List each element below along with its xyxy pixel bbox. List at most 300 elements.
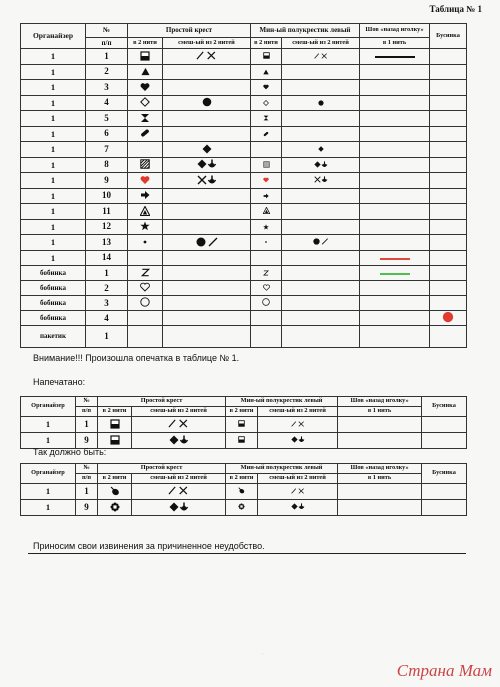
- should-cross-mixed-symbol: [132, 484, 226, 500]
- should-half-cross-2-strands-symbol: [226, 500, 258, 516]
- apology-text: Приносим свои извинения за причиненное неудобство.: [33, 541, 265, 551]
- cross-2-strands-icon: [110, 502, 120, 514]
- main-symbol-table: [20, 23, 467, 348]
- main-half-cross-mixed-symbol: [282, 126, 360, 142]
- main-cross-mixed-symbol: [163, 219, 251, 235]
- main-row: [21, 126, 467, 142]
- main-cross-2-strands-symbol: [128, 64, 163, 80]
- printed-half-cross-2-strands-symbol: [226, 417, 258, 433]
- main-organizer-cell: 1: [21, 250, 86, 266]
- printed-organizer-cell: 1: [21, 417, 76, 433]
- half-cross-2-strands-icon: [238, 420, 245, 429]
- header-num-top: №: [86, 24, 128, 38]
- cross-mixed-icon: [197, 159, 217, 171]
- cross-2-strands-icon: [140, 113, 150, 125]
- header-half-mixed: смеш-ый из 2 нитей: [282, 38, 360, 49]
- header-backstitch: Шов «назад иголку»: [360, 24, 430, 38]
- cross-mixed-icon: [196, 237, 218, 249]
- cross-2-strands-icon: [140, 190, 150, 202]
- main-half-cross-mixed-symbol: [282, 142, 360, 158]
- corrected-header-bead: Бусинка: [422, 464, 467, 484]
- main-half-cross-mixed-symbol: [282, 219, 360, 235]
- header-half-in2: в 2 нити: [251, 38, 282, 49]
- main-row: [21, 311, 467, 326]
- printed-label: Напечатано:: [33, 377, 86, 387]
- half-cross-2-strands-icon: [263, 114, 269, 123]
- corrected-header-half-cross: Мин-ый полукрестик левый: [226, 464, 338, 474]
- main-cross-2-strands-symbol: [128, 296, 163, 311]
- cross-mixed-icon: [169, 502, 189, 514]
- printed-row: [21, 417, 467, 433]
- backstitch-icon: [380, 269, 410, 278]
- main-cross-2-strands-symbol: [128, 281, 163, 296]
- header-cross-in2: в 2 нити: [128, 38, 163, 49]
- half-cross-2-strands-icon: [263, 99, 269, 108]
- main-bead-symbol: [430, 95, 467, 111]
- main-cross-2-strands-symbol: [128, 219, 163, 235]
- main-half-cross-mixed-symbol: [282, 250, 360, 266]
- printed-backstitch-symbol: [338, 417, 422, 433]
- printed-table: [20, 396, 467, 449]
- printed-number-cell: 9: [76, 433, 98, 449]
- backstitch-icon: [380, 254, 410, 263]
- main-half-cross-2-strands-symbol: [251, 173, 282, 189]
- main-backstitch-symbol: [360, 188, 430, 204]
- printed-header-num-top: №: [76, 397, 98, 407]
- main-half-cross-mixed-symbol: [282, 235, 360, 251]
- main-cross-mixed-symbol: [163, 126, 251, 142]
- should-row: [21, 484, 467, 500]
- printed-backstitch-symbol: [338, 433, 422, 449]
- cross-2-strands-icon: [140, 97, 150, 109]
- main-half-cross-mixed-symbol: [282, 49, 360, 65]
- half-cross-mixed-icon: [314, 52, 328, 61]
- half-cross-2-strands-icon: [263, 83, 269, 92]
- main-bead-symbol: [430, 326, 467, 348]
- main-bead-symbol: [430, 111, 467, 127]
- main-row: [21, 95, 467, 111]
- main-backstitch-symbol: [360, 142, 430, 158]
- main-backstitch-symbol: [360, 111, 430, 127]
- main-organizer-cell: 1: [21, 219, 86, 235]
- main-number-cell: 13: [86, 235, 128, 251]
- main-row: [21, 204, 467, 220]
- main-cross-2-strands-symbol: [128, 126, 163, 142]
- main-cross-2-strands-symbol: [128, 111, 163, 127]
- main-cross-mixed-symbol: [163, 188, 251, 204]
- half-cross-2-strands-icon: [238, 503, 245, 512]
- main-cross-2-strands-symbol: [128, 80, 163, 96]
- main-half-cross-2-strands-symbol: [251, 95, 282, 111]
- main-row: [21, 157, 467, 173]
- printed-organizer-cell: 1: [21, 433, 76, 449]
- main-cross-2-strands-symbol: [128, 157, 163, 173]
- main-half-cross-2-strands-symbol: [251, 296, 282, 311]
- cross-2-strands-icon: [140, 128, 150, 140]
- main-number-cell: 14: [86, 250, 128, 266]
- main-backstitch-symbol: [360, 326, 430, 348]
- main-cross-2-strands-symbol: [128, 95, 163, 111]
- main-cross-2-strands-symbol: [128, 311, 163, 326]
- main-row: [21, 173, 467, 189]
- header-half-cross: Мин-ый полукрестик левый: [251, 24, 360, 38]
- cross-2-strands-icon: [140, 175, 150, 187]
- half-cross-mixed-icon: [291, 487, 305, 496]
- printed-cross-mixed-symbol: [132, 433, 226, 449]
- half-cross-mixed-icon: [291, 503, 305, 512]
- half-cross-2-strands-icon: [263, 238, 269, 247]
- main-half-cross-mixed-symbol: [282, 157, 360, 173]
- main-half-cross-2-strands-symbol: [251, 188, 282, 204]
- cross-2-strands-icon: [141, 67, 150, 78]
- main-half-cross-2-strands-symbol: [251, 49, 282, 65]
- main-half-cross-2-strands-symbol: [251, 204, 282, 220]
- half-cross-2-strands-icon: [263, 176, 269, 185]
- main-backstitch-symbol: [360, 235, 430, 251]
- should-half-cross-2-strands-symbol: [226, 484, 258, 500]
- main-cross-mixed-symbol: [163, 111, 251, 127]
- main-half-cross-mixed-symbol: [282, 64, 360, 80]
- cross-mixed-icon: [202, 144, 212, 156]
- corrected-header-cross-mixed: смеш-ый из 2 нитей: [132, 474, 226, 484]
- main-organizer-cell: 1: [21, 49, 86, 65]
- main-cross-2-strands-symbol: [128, 49, 163, 65]
- printed-header-backstitch: Шов «назад иголку»: [338, 397, 422, 407]
- main-number-cell: 6: [86, 126, 128, 142]
- main-number-cell: 3: [86, 296, 128, 311]
- main-cross-mixed-symbol: [163, 173, 251, 189]
- cross-mixed-icon: [168, 486, 189, 497]
- main-number-cell: 2: [86, 281, 128, 296]
- main-half-cross-2-strands-symbol: [251, 326, 282, 348]
- main-bead-symbol: [430, 64, 467, 80]
- main-row: [21, 326, 467, 348]
- half-cross-2-strands-icon: [263, 68, 269, 77]
- main-organizer-cell: 1: [21, 95, 86, 111]
- main-cross-2-strands-symbol: [128, 235, 163, 251]
- header-cross-mixed: смеш-ый из 2 нитей: [163, 38, 251, 49]
- printed-cross-mixed-symbol: [132, 417, 226, 433]
- should-backstitch-symbol: [338, 484, 422, 500]
- main-cross-mixed-symbol: [163, 296, 251, 311]
- cross-mixed-icon: [196, 51, 217, 62]
- main-organizer-cell: 1: [21, 142, 86, 158]
- half-cross-2-strands-icon: [238, 487, 245, 496]
- table-title: Таблица № 1: [429, 4, 482, 14]
- main-row: [21, 111, 467, 127]
- main-cross-mixed-symbol: [163, 49, 251, 65]
- main-bead-symbol: [430, 80, 467, 96]
- header-bead: Бусинка: [430, 24, 467, 49]
- cross-2-strands-icon: [140, 297, 150, 309]
- main-bead-symbol: [430, 142, 467, 158]
- header-num-bottom: п/п: [86, 38, 128, 49]
- main-backstitch-symbol: [360, 126, 430, 142]
- faded-marking: ·: [260, 648, 265, 663]
- main-number-cell: 9: [86, 173, 128, 189]
- main-cross-2-strands-symbol: [128, 250, 163, 266]
- main-cross-2-strands-symbol: [128, 204, 163, 220]
- main-half-cross-mixed-symbol: [282, 296, 360, 311]
- main-row: [21, 266, 467, 281]
- half-cross-mixed-icon: [291, 420, 305, 429]
- main-number-cell: 1: [86, 266, 128, 281]
- main-row: [21, 64, 467, 80]
- half-cross-2-strands-icon: [238, 436, 245, 445]
- cross-2-strands-icon: [140, 282, 150, 294]
- corrected-header-half-mixed: смеш-ый из 2 нитей: [258, 474, 338, 484]
- half-cross-mixed-icon: [314, 161, 328, 170]
- main-number-cell: 11: [86, 204, 128, 220]
- main-organizer-cell: 1: [21, 204, 86, 220]
- printed-cross-2-strands-symbol: [98, 417, 132, 433]
- main-half-cross-mixed-symbol: [282, 80, 360, 96]
- should-number-cell: 9: [76, 500, 98, 516]
- main-number-cell: 5: [86, 111, 128, 127]
- main-backstitch-symbol: [360, 219, 430, 235]
- main-cross-mixed-symbol: [163, 266, 251, 281]
- main-cross-mixed-symbol: [163, 95, 251, 111]
- should-half-cross-mixed-symbol: [258, 500, 338, 516]
- main-cross-2-strands-symbol: [128, 173, 163, 189]
- main-half-cross-2-strands-symbol: [251, 80, 282, 96]
- printed-header-half-in2: в 2 нити: [226, 407, 258, 417]
- main-row: [21, 80, 467, 96]
- main-number-cell: 4: [86, 95, 128, 111]
- main-cross-mixed-symbol: [163, 235, 251, 251]
- cross-2-strands-icon: [140, 51, 150, 63]
- corrected-header-backstitch: Шов «назад иголку»: [338, 464, 422, 474]
- main-bead-symbol: [430, 188, 467, 204]
- main-number-cell: 1: [86, 49, 128, 65]
- should-organizer-cell: 1: [21, 484, 76, 500]
- printed-bead-symbol: [422, 433, 467, 449]
- cross-mixed-icon: [197, 175, 217, 187]
- corrected-header-num-bottom: п/п: [76, 474, 98, 484]
- main-bead-symbol: [430, 311, 467, 326]
- cross-2-strands-icon: [141, 268, 150, 279]
- main-organizer-cell: бобинка: [21, 296, 86, 311]
- main-bead-symbol: [430, 126, 467, 142]
- cross-2-strands-icon: [140, 159, 150, 171]
- printed-header-simple-cross: Простой крест: [98, 397, 226, 407]
- half-cross-2-strands-icon: [263, 52, 270, 61]
- main-bead-symbol: [430, 173, 467, 189]
- main-row: [21, 235, 467, 251]
- main-half-cross-2-strands-symbol: [251, 281, 282, 296]
- half-cross-2-strands-icon: [263, 269, 269, 278]
- main-half-cross-2-strands-symbol: [251, 235, 282, 251]
- main-backstitch-symbol: [360, 157, 430, 173]
- main-bead-symbol: [430, 219, 467, 235]
- main-cross-mixed-symbol: [163, 250, 251, 266]
- half-cross-mixed-icon: [318, 145, 324, 154]
- half-cross-2-strands-icon: [262, 298, 270, 308]
- half-cross-mixed-icon: [291, 436, 305, 445]
- cross-mixed-icon: [169, 435, 189, 447]
- half-cross-2-strands-icon: [263, 284, 270, 293]
- main-half-cross-2-strands-symbol: [251, 157, 282, 173]
- printed-header-cross-in2: в 2 нити: [98, 407, 132, 417]
- should-organizer-cell: 1: [21, 500, 76, 516]
- main-number-cell: 8: [86, 157, 128, 173]
- corrected-header-num-top: №: [76, 464, 98, 474]
- half-cross-2-strands-icon: [263, 130, 269, 139]
- should-cross-mixed-symbol: [132, 500, 226, 516]
- main-row: [21, 296, 467, 311]
- printed-header-num-bottom: п/п: [76, 407, 98, 417]
- main-cross-mixed-symbol: [163, 157, 251, 173]
- main-backstitch-symbol: [360, 250, 430, 266]
- main-half-cross-mixed-symbol: [282, 95, 360, 111]
- printed-half-cross-mixed-symbol: [258, 433, 338, 449]
- printed-number-cell: 1: [76, 417, 98, 433]
- main-organizer-cell: 1: [21, 173, 86, 189]
- main-backstitch-symbol: [360, 266, 430, 281]
- main-half-cross-mixed-symbol: [282, 173, 360, 189]
- should-cross-2-strands-symbol: [98, 500, 132, 516]
- main-half-cross-2-strands-symbol: [251, 311, 282, 326]
- printed-header-backstitch-in1: в 1 нить: [338, 407, 422, 417]
- main-backstitch-symbol: [360, 64, 430, 80]
- cross-mixed-icon: [202, 97, 212, 109]
- half-cross-mixed-icon: [314, 176, 328, 185]
- should-backstitch-symbol: [338, 500, 422, 516]
- main-half-cross-mixed-symbol: [282, 204, 360, 220]
- main-organizer-cell: 1: [21, 188, 86, 204]
- half-cross-2-strands-icon: [263, 223, 269, 232]
- corrected-header-half-in2: в 2 нити: [226, 474, 258, 484]
- header-simple-cross: Простой крест: [128, 24, 251, 38]
- main-organizer-cell: 1: [21, 126, 86, 142]
- should-half-cross-mixed-symbol: [258, 484, 338, 500]
- should-cross-2-strands-symbol: [98, 484, 132, 500]
- main-backstitch-symbol: [360, 296, 430, 311]
- cross-2-strands-icon: [110, 419, 120, 431]
- main-cross-2-strands-symbol: [128, 142, 163, 158]
- should-bead-symbol: [422, 500, 467, 516]
- main-half-cross-mixed-symbol: [282, 326, 360, 348]
- should-number-cell: 1: [76, 484, 98, 500]
- main-bead-symbol: [430, 296, 467, 311]
- cross-2-strands-icon: [140, 237, 150, 249]
- main-half-cross-mixed-symbol: [282, 311, 360, 326]
- corrected-header-backstitch-in1: в 1 нить: [338, 474, 422, 484]
- main-row: [21, 281, 467, 296]
- main-backstitch-symbol: [360, 49, 430, 65]
- main-cross-mixed-symbol: [163, 281, 251, 296]
- main-organizer-cell: 1: [21, 157, 86, 173]
- main-cross-mixed-symbol: [163, 64, 251, 80]
- main-half-cross-mixed-symbol: [282, 266, 360, 281]
- main-organizer-cell: 1: [21, 64, 86, 80]
- main-cross-2-strands-symbol: [128, 266, 163, 281]
- header-organizer: Органайзер: [21, 24, 86, 49]
- bead-icon: [442, 311, 454, 325]
- main-row: [21, 188, 467, 204]
- main-organizer-cell: бобинка: [21, 311, 86, 326]
- main-number-cell: 10: [86, 188, 128, 204]
- typo-notice: Внимание!!! Произошла опечатка в таблице № 1.: [33, 353, 240, 363]
- corrected-header-simple-cross: Простой крест: [98, 464, 226, 474]
- main-backstitch-symbol: [360, 80, 430, 96]
- main-cross-mixed-symbol: [163, 80, 251, 96]
- main-cross-mixed-symbol: [163, 142, 251, 158]
- main-half-cross-2-strands-symbol: [251, 64, 282, 80]
- main-row: [21, 250, 467, 266]
- half-cross-mixed-icon: [313, 238, 328, 247]
- main-bead-symbol: [430, 235, 467, 251]
- main-cross-mixed-symbol: [163, 204, 251, 220]
- main-number-cell: 12: [86, 219, 128, 235]
- main-half-cross-mixed-symbol: [282, 111, 360, 127]
- main-half-cross-2-strands-symbol: [251, 219, 282, 235]
- main-half-cross-2-strands-symbol: [251, 142, 282, 158]
- main-organizer-cell: 1: [21, 80, 86, 96]
- main-bead-symbol: [430, 49, 467, 65]
- main-number-cell: 2: [86, 64, 128, 80]
- main-bead-symbol: [430, 204, 467, 220]
- main-number-cell: 4: [86, 311, 128, 326]
- main-cross-2-strands-symbol: [128, 188, 163, 204]
- main-backstitch-symbol: [360, 173, 430, 189]
- main-half-cross-mixed-symbol: [282, 188, 360, 204]
- corrected-table: [20, 463, 467, 516]
- printed-header-half-mixed: смеш-ый из 2 нитей: [258, 407, 338, 417]
- printed-header-organizer: Органайзер: [21, 397, 76, 417]
- main-bead-symbol: [430, 266, 467, 281]
- half-cross-mixed-icon: [318, 99, 324, 108]
- corrected-header-cross-in2: в 2 нити: [98, 474, 132, 484]
- main-backstitch-symbol: [360, 204, 430, 220]
- printed-header-half-cross: Мин-ый полукрестик левый: [226, 397, 338, 407]
- backstitch-icon: [375, 52, 415, 61]
- printed-header-cross-mixed: смеш-ый из 2 нитей: [132, 407, 226, 417]
- main-bead-symbol: [430, 250, 467, 266]
- header-backstitch-in1: в 1 нить: [360, 38, 430, 49]
- main-row: [21, 49, 467, 65]
- main-half-cross-2-strands-symbol: [251, 111, 282, 127]
- main-half-cross-2-strands-symbol: [251, 126, 282, 142]
- main-number-cell: 1: [86, 326, 128, 348]
- cross-2-strands-icon: [140, 82, 150, 94]
- main-organizer-cell: бобинка: [21, 266, 86, 281]
- main-number-cell: 3: [86, 80, 128, 96]
- corrected-header-organizer: Органайзер: [21, 464, 76, 484]
- cross-2-strands-icon: [110, 435, 120, 447]
- printed-half-cross-2-strands-symbol: [226, 433, 258, 449]
- main-half-cross-mixed-symbol: [282, 281, 360, 296]
- cross-mixed-icon: [168, 419, 189, 430]
- should-row: [21, 500, 467, 516]
- main-organizer-cell: 1: [21, 111, 86, 127]
- main-cross-mixed-symbol: [163, 311, 251, 326]
- cross-2-strands-icon: [110, 486, 120, 498]
- site-watermark-logo: Страна Мам: [396, 661, 492, 680]
- main-bead-symbol: [430, 281, 467, 296]
- half-cross-2-strands-icon: [263, 207, 270, 216]
- cross-2-strands-icon: [140, 206, 150, 218]
- main-row: [21, 142, 467, 158]
- half-cross-2-strands-icon: [263, 161, 270, 170]
- main-cross-2-strands-symbol: [128, 326, 163, 348]
- main-number-cell: 7: [86, 142, 128, 158]
- main-bead-symbol: [430, 157, 467, 173]
- main-cross-mixed-symbol: [163, 326, 251, 348]
- should-label: Так должно быть:: [33, 447, 107, 457]
- cross-2-strands-icon: [140, 221, 150, 233]
- printed-half-cross-mixed-symbol: [258, 417, 338, 433]
